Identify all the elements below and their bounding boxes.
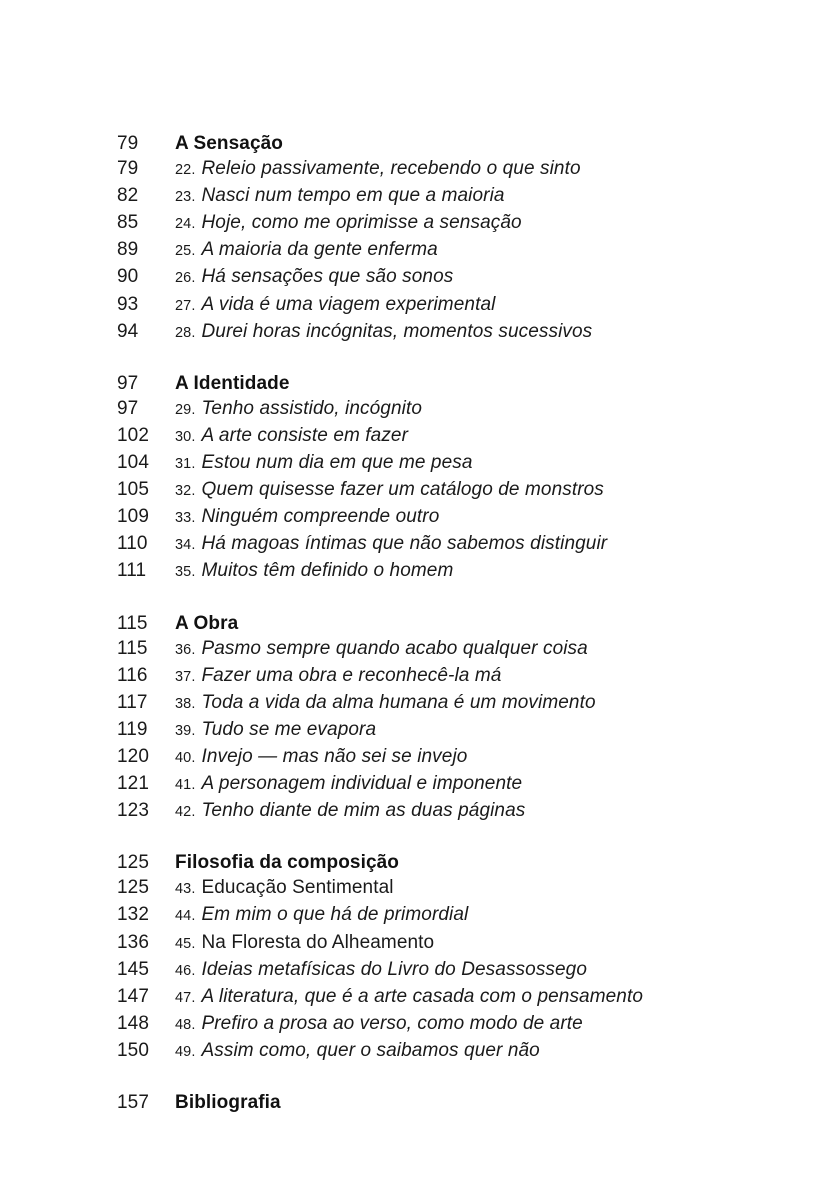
toc-entry-title: A vida é uma viagem experimental [201,293,496,315]
toc-page-number: 145 [117,958,150,980]
toc-entry-number: 35. [175,564,196,581]
toc-entry-number: 34. [175,537,196,554]
toc-entry-row [117,156,787,183]
toc-entry-title: Pasmo sempre quando acabo qualquer coisa [201,637,588,659]
toc-entry-title: Assim como, quer o saibamos quer não [201,1039,540,1061]
toc-entry-label [175,930,434,957]
toc-section-title: Bibliografia [175,1092,281,1113]
toc-page-number: 147 [117,985,150,1007]
toc-entry-title: Tenho diante de mim as duas páginas [201,800,526,822]
toc-entry-label [175,984,643,1011]
toc-entry-row [117,504,787,531]
toc-entry-title: Muitos têm definido o homem [201,560,454,582]
toc-entry-title: A arte consiste em fazer [201,424,409,446]
toc-entry-number: 33. [175,510,196,527]
toc-page-number: 79 [117,133,139,154]
toc-entry-row [117,1011,787,1038]
toc-page-number: 105 [117,479,150,501]
toc-page-number: 110 [117,533,148,555]
toc-section [117,131,787,346]
toc-section-heading-row [117,371,787,396]
toc-page-number: 115 [117,637,148,659]
toc-entry-label [175,423,408,450]
toc-entry-number: 37. [175,668,196,685]
toc-entry-row [117,690,787,717]
toc-entry-label [175,717,376,744]
toc-entry-label [175,210,522,237]
toc-entry-number: 38. [175,695,196,712]
toc-entry-label [175,292,495,319]
toc-entry-label [175,636,588,663]
toc-entry-number: 44. [175,908,196,925]
toc-entry-label [175,957,587,984]
toc-page-number: 104 [117,452,150,474]
toc-entry-title: Ideias metafísicas do Livro do Desassossego [201,958,588,980]
toc-page-number: 121 [117,773,150,795]
toc-entry-label [175,558,453,585]
toc-entry-number: 26. [175,270,196,287]
toc-section [117,1090,787,1115]
toc-entry-row [117,450,787,477]
toc-page-number: 150 [117,1039,150,1061]
toc-entry-title: A personagem individual e imponente [201,773,523,795]
toc-entry-number: 46. [175,962,196,979]
toc-entry-title: Estou num dia em que me pesa [201,452,473,474]
toc-entry-title: Em mim o que há de primordial [201,904,469,926]
toc-page-number: 90 [117,266,139,288]
toc-entry-row [117,717,787,744]
toc-entry-number: 39. [175,722,196,739]
toc-section [117,611,787,826]
toc-entry-title: Ninguém compreende outro [201,506,440,528]
toc-entry-title: Durei horas incógnitas, momentos sucessivos [201,320,593,342]
toc-page-number: 157 [117,1092,150,1113]
toc-entry-number: 29. [175,401,196,418]
toc-page-number: 125 [117,877,150,899]
toc-entry-label [175,875,394,902]
toc-entry-number: 30. [175,428,196,445]
toc-page-number: 115 [117,612,148,634]
toc-entry-title: Invejo — mas não sei se invejo [201,745,468,767]
toc-entry-row [117,771,787,798]
toc-entry-title: Há sensações que são sonos [201,266,454,288]
toc-entry-title: Nasci num tempo em que a maioria [201,185,505,207]
toc-page-number: 111 [117,560,147,582]
toc-page-number: 120 [117,745,150,767]
toc-entry-label [175,902,468,929]
toc-section-title: A Identidade [175,372,290,394]
toc-entry-label [175,1038,540,1065]
toc-page-number: 102 [117,424,150,446]
toc-section [117,371,787,586]
toc-entry-number: 41. [175,777,196,794]
toc-entry-label [175,156,581,183]
toc-entry-label [175,798,525,825]
toc-entry-row [117,264,787,291]
toc-entry-row [117,183,787,210]
toc-entry-number: 28. [175,324,196,341]
toc-page-number: 97 [117,397,139,419]
toc-section-heading-row [117,1090,787,1115]
toc-entry-title: Tenho assistido, incógnito [201,397,423,419]
toc-entry-label [175,237,438,264]
toc-page-number: 94 [117,320,139,342]
toc-section-heading-row [117,611,787,636]
toc-entry-title: Hoje, como me oprimisse a sensação [201,212,522,234]
toc-page-number: 85 [117,212,139,234]
toc-entry-title: Prefiro a prosa ao verso, como modo de arte [201,1012,583,1034]
toc-page-number: 119 [117,718,148,740]
toc-entry-row [117,957,787,984]
toc-section-title: A Obra [175,612,239,634]
toc-entry-number: 47. [175,989,196,1006]
toc-entry-row [117,1038,787,1065]
toc-page-number: 82 [117,185,139,207]
toc-section-title: A Sensação [175,133,284,154]
toc-entry-row [117,930,787,957]
toc-entry-title: Quem quisesse fazer um catálogo de monstros [201,479,604,501]
toc-entry-row [117,292,787,319]
toc-entry-number: 49. [175,1043,196,1060]
toc-entry-label [175,663,501,690]
toc-page-number: 89 [117,239,139,261]
toc-entry-label [175,744,467,771]
toc-entry-row [117,531,787,558]
toc-entry-label [175,450,473,477]
toc-page-number: 123 [117,800,150,822]
toc-entry-label [175,531,607,558]
toc-entry-label [175,771,522,798]
toc-entry-number: 36. [175,641,196,658]
toc-entry-number: 43. [175,881,196,898]
toc-entry-number: 31. [175,456,196,473]
toc-section [117,850,787,1065]
toc-page-number: 125 [117,852,150,874]
toc-page-number: 97 [117,372,139,394]
toc-entry-label [175,183,505,210]
toc-entry-title: Toda a vida da alma humana é um movimento [201,691,596,713]
toc-entry-number: 23. [175,189,196,206]
toc-entry-row [117,423,787,450]
toc-entry-number: 27. [175,297,196,314]
toc-entry-row [117,396,787,423]
toc-entry-number: 24. [175,216,196,233]
toc-entry-number: 32. [175,483,196,500]
toc-page-number: 93 [117,293,139,315]
toc-entry-row [117,636,787,663]
toc-page-number: 109 [117,506,150,528]
toc-entry-row [117,477,787,504]
toc-entry-number: 48. [175,1016,196,1033]
toc-entry-row [117,558,787,585]
toc-entry-number: 45. [175,935,196,952]
toc-entry-title: Releio passivamente, recebendo o que sinto [201,158,581,180]
toc-entry-title: Na Floresta do Alheamento [201,931,435,953]
toc-entry-row [117,798,787,825]
toc-page-number: 116 [117,664,148,686]
toc-page-number: 117 [117,691,148,713]
toc-entry-number: 22. [175,162,196,179]
toc-entry-number: 40. [175,749,196,766]
toc-entry-label [175,396,422,423]
toc-entry-label [175,319,592,346]
toc-entry-row [117,984,787,1011]
toc-entry-row [117,319,787,346]
toc-page-number: 148 [117,1012,150,1034]
toc-entry-title: Educação Sentimental [201,877,394,899]
toc-entry-label [175,690,596,717]
toc-entry-title: A maioria da gente enferma [201,239,438,261]
toc-entry-label [175,504,439,531]
toc-entry-number: 42. [175,804,196,821]
toc-entry-label [175,477,604,504]
toc-section-heading-row [117,850,787,875]
toc-section-heading-row [117,131,787,156]
toc-entry-row [117,875,787,902]
toc-section-title: Filosofia da composição [175,852,400,874]
toc-entry-row [117,902,787,929]
toc-list [117,131,787,1115]
toc-entry-row [117,663,787,690]
toc-page-number: 136 [117,931,150,953]
toc-page-number: 79 [117,158,139,180]
toc-entry-title: Tudo se me evapora [201,718,377,740]
toc-entry-number: 25. [175,243,196,260]
toc-entry-label [175,264,453,291]
toc-entry-title: Fazer uma obra e reconhecê-la má [201,664,502,686]
toc-entry-row [117,744,787,771]
toc-entry-title: Há magoas íntimas que não sabemos distinguir [201,533,608,555]
toc-entry-label [175,1011,583,1038]
toc-entry-row [117,237,787,264]
toc-entry-title: A literatura, que é a arte casada com o pensamento [201,985,644,1007]
toc-page-number: 132 [117,904,150,926]
toc-entry-row [117,210,787,237]
